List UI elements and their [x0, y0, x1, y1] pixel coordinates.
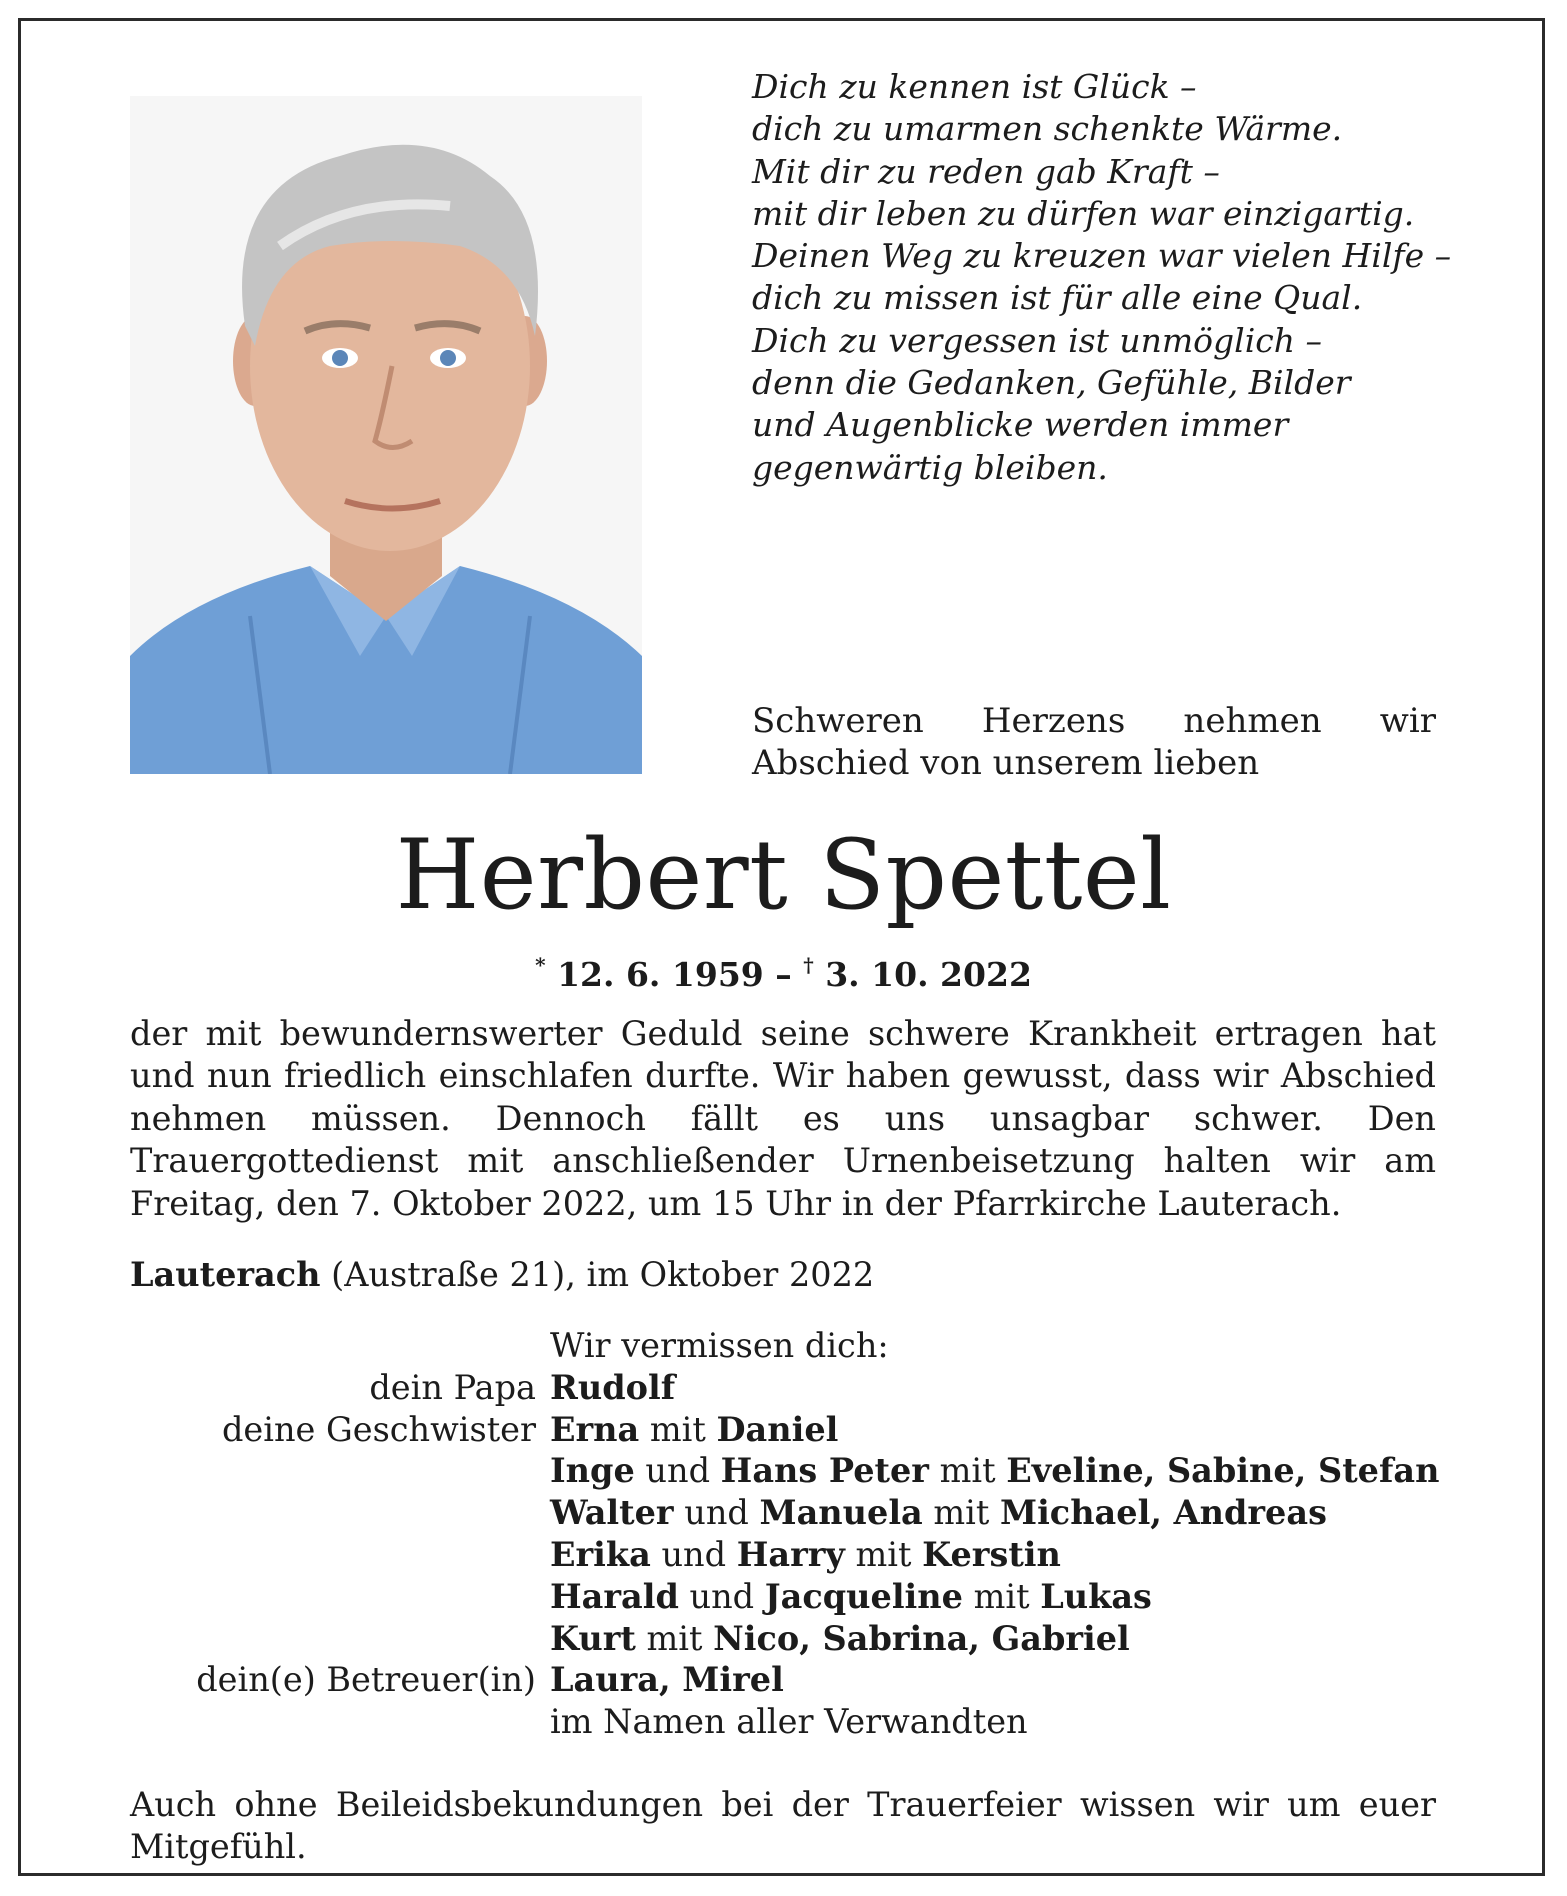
mourner-name: Kurt: [550, 1618, 636, 1658]
mourner-row: [130, 1409, 1460, 1451]
mourner-row: [130, 1576, 1460, 1618]
poem: [752, 66, 1452, 489]
mourner-row: [130, 1450, 1460, 1492]
intro-line-1: [752, 700, 1436, 742]
poem-line: denn die Gedanken, Gefühle, Bilder: [752, 363, 1351, 403]
mourner-connector: mit: [928, 1451, 1007, 1491]
mourner-role: [130, 1576, 550, 1618]
mourner-name: Lukas: [1040, 1576, 1152, 1616]
mourner-role: [130, 1450, 550, 1492]
poem-line: mit dir leben zu dürfen war einzigartig.: [752, 193, 1415, 233]
deceased-name: Herbert Spettel: [395, 819, 1172, 931]
mourners-heading: Wir vermissen dich:: [550, 1326, 889, 1365]
poem-line: Deinen Weg zu kreuzen war vielen Hilfe –: [752, 236, 1452, 276]
poem-line: und Augenblicke werden immer: [752, 405, 1289, 445]
death-symbol: †: [803, 953, 814, 977]
mourner-row: [130, 1659, 1460, 1701]
mourner-name: Eveline, Sabine, Stefan: [1006, 1451, 1440, 1491]
mourner-name: Harald: [550, 1576, 679, 1616]
mourners-list: [130, 1325, 1460, 1743]
intro-word: Herzens: [981, 701, 1126, 741]
mourner-row: [130, 1367, 1460, 1409]
mourner-connector: und: [678, 1576, 765, 1616]
mourner-names: [550, 1450, 1460, 1492]
mourner-names: [550, 1576, 1460, 1618]
mourner-name: Inge: [550, 1451, 635, 1491]
intro-word: wir: [1379, 701, 1436, 741]
mourners-footer-row: [130, 1701, 1460, 1743]
date-separator: –: [775, 955, 792, 994]
death-date: 3. 10. 2022: [825, 955, 1032, 994]
mourners-footer: im Namen aller Verwandten: [550, 1702, 1028, 1742]
mourner-name: Erika: [550, 1534, 651, 1574]
intro-line-2: Abschied von unserem lieben: [752, 743, 1260, 783]
mourner-connector: mit: [922, 1493, 1000, 1533]
mourner-names: [550, 1492, 1460, 1534]
mourner-name: Jacqueline: [764, 1576, 963, 1616]
intro-text: [752, 700, 1436, 784]
mourner-name: Hans Peter: [720, 1451, 929, 1491]
mourner-role: [130, 1618, 550, 1660]
mourner-connector: mit: [635, 1618, 714, 1658]
mourner-name: Harry: [736, 1534, 845, 1574]
mourner-row: [130, 1534, 1460, 1576]
mourner-names: [550, 1409, 1460, 1451]
mourner-names: [550, 1659, 1460, 1701]
birth-date: 12. 6. 1959: [557, 955, 764, 994]
place-town: Lauterach: [130, 1255, 321, 1294]
announcement-text: der mit bewundernswerter Geduld seine schwere Krankheit ertragen hat und nun friedlich einschlafen durfte. Wir haben gewusst, dass wir Abschied nehmen müssen. Dennoch fällt es uns unsagbar schwer. Den Trauergottedienst mit anschließender Urnenbeisetzung halten wir am Freitag, den 7. Oktober 2022, um 15 Uhr in der Pfarrkirche Lauterach.: [130, 1014, 1436, 1223]
mourner-names: [550, 1534, 1460, 1576]
place-address-date: (Austraße 21), im Oktober 2022: [320, 1255, 875, 1294]
mourner-row: [130, 1492, 1460, 1534]
mourner-name: Kerstin: [922, 1534, 1061, 1574]
mourner-name: Erna: [550, 1409, 640, 1449]
mourner-role: [130, 1534, 550, 1576]
mourner-connector: mit: [844, 1534, 923, 1574]
mourner-connector: mit: [962, 1576, 1041, 1616]
poem-line: Dich zu kennen ist Glück –: [752, 67, 1197, 106]
poem-line: dich zu missen ist für alle eine Qual.: [752, 278, 1363, 318]
mourner-connector: und: [673, 1493, 760, 1533]
poem-line: dich zu umarmen schenkte Wärme.: [752, 109, 1343, 149]
mourner-role: deine Geschwister: [221, 1409, 536, 1449]
mourners-heading-row: [130, 1325, 1460, 1367]
mourner-name: Michael, Andreas: [1000, 1493, 1327, 1533]
mourner-name: Rudolf: [550, 1367, 676, 1407]
closing-text: Auch ohne Beileidsbekundungen bei der Trauerfeier wissen wir um euer Mitgefühl.: [130, 1785, 1436, 1866]
portrait-icon: [130, 96, 642, 774]
mourner-name: Daniel: [716, 1409, 839, 1449]
poem-line: Mit dir zu reden gab Kraft –: [752, 151, 1220, 191]
mourner-name: Nico, Sabrina, Gabriel: [713, 1618, 1130, 1658]
intro-word: Schweren: [752, 701, 924, 741]
mourner-name: Manuela: [759, 1493, 923, 1533]
mourner-row: [130, 1618, 1460, 1660]
intro-word: nehmen: [1183, 701, 1322, 741]
mourner-names: [550, 1618, 1460, 1660]
mourner-role: dein Papa: [369, 1367, 536, 1407]
poem-line: Dich zu vergessen ist unmöglich –: [752, 320, 1322, 360]
mourner-name: Laura, Mirel: [550, 1660, 784, 1700]
mourner-name: Walter: [550, 1493, 674, 1533]
mourner-connector: und: [650, 1534, 737, 1574]
place-date-line: [130, 1254, 874, 1296]
mourner-role: [130, 1492, 550, 1534]
birth-symbol: *: [535, 953, 546, 977]
mourner-connector: mit: [639, 1409, 717, 1449]
poem-line: gegenwärtig bleiben.: [752, 447, 1108, 487]
mourner-connector: und: [634, 1451, 721, 1491]
life-dates: [0, 945, 1567, 995]
mourner-names: [550, 1367, 1460, 1409]
mourner-role: dein(e) Betreuer(in): [196, 1660, 536, 1700]
portrait-photo: [130, 96, 642, 774]
